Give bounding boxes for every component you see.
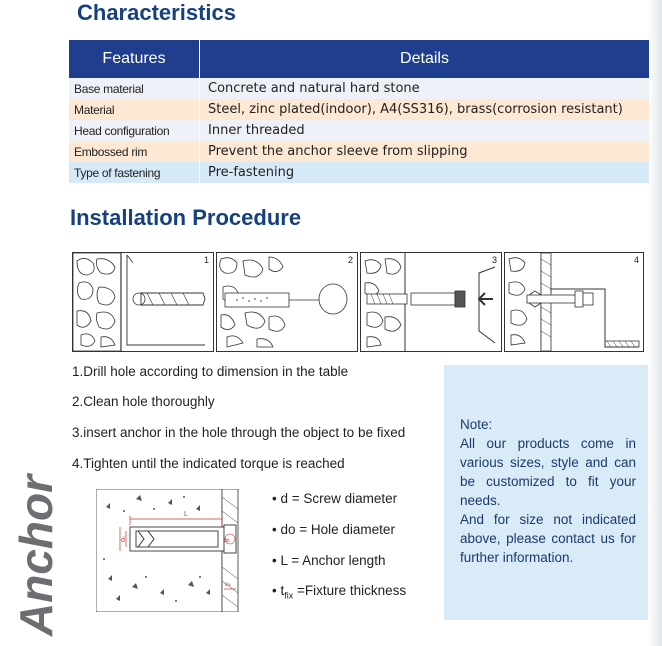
header-details: Details [200, 40, 650, 78]
legend-item: • $t_{fix}$ =Fixture thickness [272, 583, 407, 601]
step-number: 1 [203, 255, 209, 265]
installation-steps [72, 252, 642, 350]
legend-symbol: L [280, 553, 288, 568]
legend-item: • d = Screw diameter [272, 491, 398, 506]
table-row [69, 120, 649, 141]
step-number: 4 [633, 255, 639, 265]
detail-cell: Steel, zinc plated(indoor), A4(SS316), brass(corrosion resistant) [200, 99, 650, 120]
legend-subscript: fix [284, 590, 294, 601]
legend-text: = Hole diameter [295, 522, 395, 537]
instruction-3: 3.insert anchor in the hole through the object to be fixed [72, 425, 406, 440]
label-do: do [224, 538, 230, 544]
note-title: Note: [460, 417, 493, 432]
characteristics-table [69, 40, 649, 183]
feature-cell: Material [69, 99, 200, 120]
legend-text: = Anchor length [287, 553, 386, 568]
step-4-tighten-illustration [504, 252, 644, 352]
label-d: d [121, 537, 125, 544]
detail-cell: Prevent the anchor sleeve from slipping [200, 141, 650, 162]
detail-cell: Inner threaded [200, 120, 650, 141]
legend-text: =Fixture thickness [293, 583, 407, 598]
step-3-insert-illustration [360, 252, 502, 352]
table-header-row [69, 40, 649, 78]
step-2-clean-illustration [216, 252, 358, 352]
note-line-1: All our products come in various sizes, style and can be customized to fit your needs. [460, 436, 636, 508]
instruction-2: 2.Clean hole thoroughly [72, 394, 215, 409]
note-line-2: And for size not indicated above, please contact us for further information. [460, 512, 636, 565]
legend-item: • do = Hole diameter [272, 522, 395, 537]
characteristics-title: Characteristics [77, 0, 236, 25]
legend-item: • L = Anchor length [272, 553, 386, 568]
label-tfix: tfix [225, 582, 231, 587]
instruction-1: 1.Drill hole according to dimension in the table [72, 364, 349, 379]
legend-symbol: do [280, 522, 296, 537]
step-number: 3 [491, 255, 497, 265]
step-number: 2 [347, 255, 353, 265]
header-features: Features [69, 40, 200, 78]
side-category-label: Anchor [10, 475, 62, 636]
instruction-4: 4.Tighten until the indicated torque is reached [72, 456, 345, 471]
table-row [69, 78, 649, 99]
detail-cell: Concrete and natural hard stone [200, 78, 650, 99]
legend-symbol: d [280, 491, 288, 506]
feature-cell: Base material [69, 78, 200, 99]
installation-title: Installation Procedure [70, 205, 302, 230]
table-row [69, 141, 649, 162]
feature-cell: Head configuration [69, 120, 200, 141]
step-1-drill-illustration [72, 252, 214, 352]
right-edge-shade [648, 0, 662, 646]
note-box [444, 365, 648, 620]
detail-cell: Pre-fastening [200, 162, 650, 183]
legend-symbol: t [280, 583, 285, 598]
label-L: L [184, 511, 188, 518]
anchor-dimension-diagram [96, 489, 240, 612]
feature-cell: Type of fastening [69, 162, 200, 183]
table-row [69, 162, 649, 183]
legend-text: = Screw diameter [288, 491, 398, 506]
feature-cell: Embossed rim [69, 141, 200, 162]
table-row [69, 99, 649, 120]
